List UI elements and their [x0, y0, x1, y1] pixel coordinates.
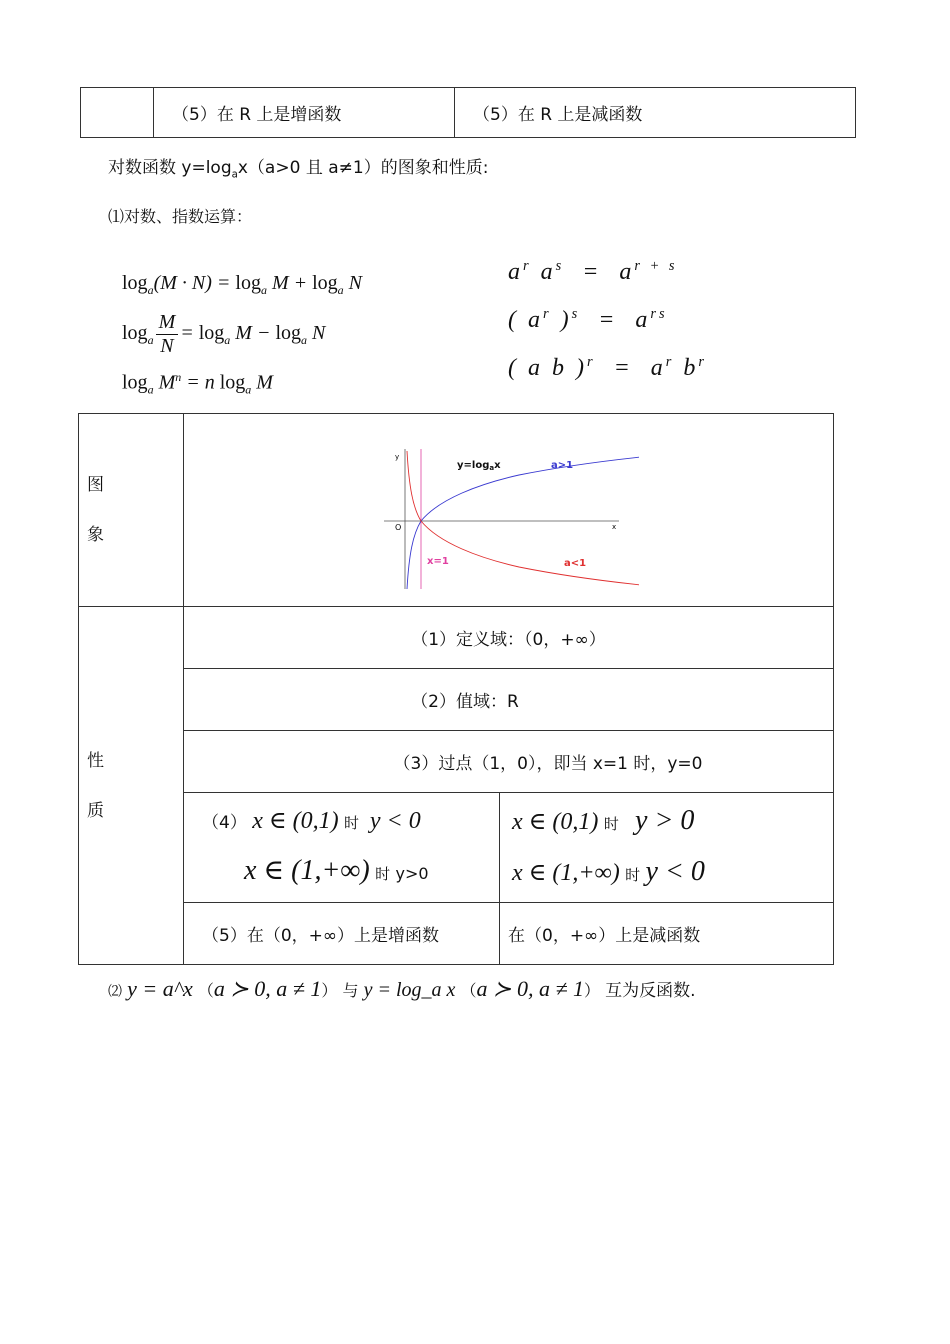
prop4-left-line2-math: x ∈ (1,+∞)	[244, 855, 370, 886]
inverse-function-statement: ⑵ y = a^x （a ≻ 0, a ≠ 1） 与 y = log_a x （a ≻ 0, a ≠ 1） 互为反函数.	[108, 976, 696, 1001]
prop-range: （2）值域：R	[184, 669, 834, 731]
props-label-cell	[79, 607, 184, 965]
y-axis-label: y	[394, 453, 399, 461]
prop4-right-line2-cond: y < 0	[645, 855, 705, 887]
increasing-curve	[407, 457, 639, 589]
exp-rule-distribute: ( a b )$^r = a^r$ $b^r$	[508, 354, 708, 381]
label-a-less-1: a<1	[563, 558, 586, 569]
prop4-right	[500, 793, 834, 903]
footer-with: 与	[342, 981, 359, 1000]
prop4-left-line2-when: 时	[375, 865, 391, 883]
log-graph	[379, 429, 639, 599]
top-table	[80, 87, 856, 138]
heading-sub: a	[231, 169, 238, 181]
prop4-left	[184, 793, 500, 903]
heading-prefix: 对数函数 y=log	[108, 158, 232, 178]
label-x-equals-1: x=1	[426, 556, 449, 567]
footer-condition-1: a ≻ 0, a ≠ 1	[213, 976, 322, 1001]
prop4-right-line2-math: x ∈ (1,+∞)	[512, 859, 620, 886]
top-table-decreasing-cell: （5）在 R 上是减函数	[455, 88, 856, 138]
prop4-left-line1-cond: y < 0	[369, 808, 421, 834]
label-a-greater-1: a>1	[550, 460, 573, 471]
exp-rule-product: $a^r$ $a^s = a^{r + s}$	[508, 258, 678, 285]
graph-label-char-1: 图	[87, 475, 104, 495]
footer-exp-function: y = a^x	[127, 976, 193, 1001]
footer-tail: 互为反函数.	[605, 981, 696, 1001]
prop4-left-line1-math: x ∈ (0,1)	[252, 808, 339, 834]
footer-number: ⑵	[108, 984, 122, 1000]
section-heading	[108, 153, 488, 180]
prop-fixed-point: （3）过点（1，0），即当 x=1 时，y=0	[184, 731, 834, 793]
footer-log-function: y = log_a x	[363, 979, 456, 1001]
log-rule-power: $\log_a M^n = n$ $\log_a M$	[122, 370, 273, 397]
props-label-char-1: 性	[87, 750, 104, 771]
prop4-left-line2-cond: y>0	[395, 864, 429, 883]
graph-title: $y=\log_ax$	[456, 460, 501, 472]
prop5-left: （5）在（0，+∞）上是增函数	[184, 903, 500, 965]
log-rule-quotient: $\log_a$ $\frac{M}{N}$ = $\log_a M - \log_a N$	[122, 311, 326, 357]
prop4-left-line1-when: 时	[344, 814, 360, 832]
section1-title: ⑴对数、指数运算：	[108, 207, 253, 226]
exp-rule-power: ( $a^r$ )$^s = a^{rs}$	[508, 306, 668, 333]
prop4-number: （4）	[202, 813, 247, 833]
prop4-right-line1-cond: y > 0	[635, 804, 695, 836]
properties-table	[78, 413, 834, 965]
log-rule-product: $\log_a(M \cdot N) = \log_a M + \log_a N$	[122, 272, 363, 297]
x-axis-label: x	[611, 523, 616, 531]
prop4-right-line1-math: x ∈ (0,1)	[512, 808, 599, 835]
prop4-right-line2-when: 时	[625, 865, 641, 884]
origin-label: O	[394, 523, 401, 532]
props-label-char-2: 质	[87, 800, 104, 821]
graph-label-char-2: 象	[87, 525, 104, 545]
prop4-right-line1-when: 时	[603, 814, 619, 833]
top-table-increasing-cell: （5）在 R 上是增函数	[154, 88, 455, 138]
top-table-empty-cell	[81, 88, 154, 138]
graph-cell	[184, 414, 834, 607]
footer-condition-2: a ≻ 0, a ≠ 1	[476, 976, 585, 1001]
heading-suffix: x（a>0 且 a≠1）的图象和性质:	[237, 158, 489, 178]
graph-label-cell	[79, 414, 184, 607]
prop5-right: 在（0，+∞）上是减函数	[500, 903, 834, 965]
prop-domain: （1）定义域：（0，+∞）	[184, 607, 834, 669]
